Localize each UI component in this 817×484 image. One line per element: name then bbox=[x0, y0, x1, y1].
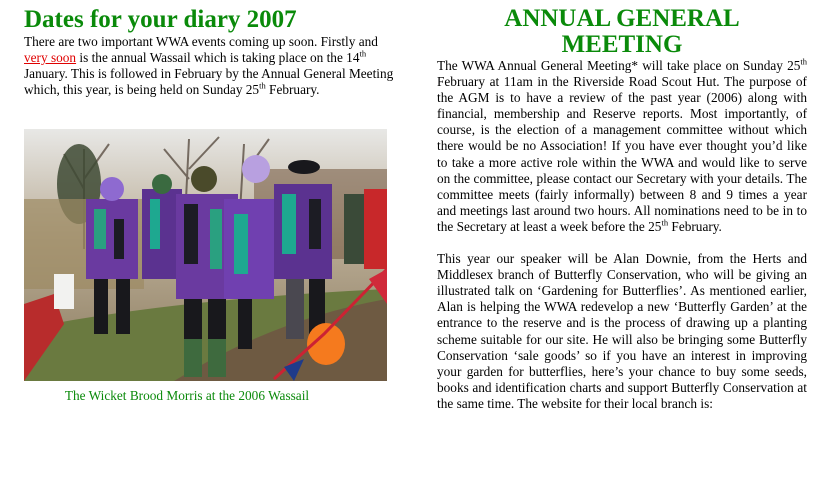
diary-title: Dates for your diary 2007 bbox=[24, 6, 297, 33]
intro-text: is the annual Wassail which is taking place on the 14 bbox=[76, 50, 360, 66]
agm-title-line2: MEETING bbox=[561, 31, 683, 58]
agm-title-line1: ANNUAL GENERAL bbox=[504, 5, 740, 32]
agm-text: The WWA Annual General Meeting* will take place on Sunday 25 bbox=[437, 58, 801, 73]
ordinal-suffix: th bbox=[661, 217, 669, 228]
intro-text: February. bbox=[265, 82, 320, 98]
intro-text: January. This is followed in February by the Annual General Meeting which, this year, is being held on Sunday 25 bbox=[24, 66, 394, 98]
intro-text: There are two important WWA events coming up soon. Firstly and bbox=[24, 34, 378, 49]
morris-dancers-photo-illustration bbox=[24, 129, 387, 381]
agm-paragraph-1 bbox=[437, 58, 807, 235]
diary-intro bbox=[24, 34, 394, 98]
ordinal-suffix: th bbox=[259, 80, 266, 91]
photo-caption: The Wicket Brood Morris at the 2006 Wassail bbox=[64, 388, 310, 403]
agm-title bbox=[437, 0, 807, 58]
agm-section bbox=[437, 0, 807, 412]
wassail-photo bbox=[24, 129, 387, 381]
agm-text: February at 11am in the Riverside Road Scout Hut. The purpose of the AGM is to have a review of the past year (2006) along with financial, membership and Reserve reports. Most importantly, of course, is the election of a management committee without which there would be no Association! If you have ever thought you’d like to take a more active role within the WWA and would like to serve on the committee, please contact our Secretary with your details. The committee meets (fairly informally) between 8 and 9 times a year and meetings last around two hours. All nominations need to be in to the Secretary at least a week before the 25 bbox=[437, 74, 807, 234]
agm-text: February. bbox=[668, 218, 722, 234]
ordinal-suffix: th bbox=[359, 48, 367, 59]
ordinal-suffix: th bbox=[800, 56, 807, 67]
very-soon-link[interactable]: very soon bbox=[24, 50, 77, 66]
diary-section bbox=[24, 0, 394, 98]
agm-paragraph-2: This year our speaker will be Alan Downie, from the Herts and Middlesex branch of Butterfly Conservation, who will be giving an illustrated talk on ‘Gardening for Butterflies’. As mentioned earlier, Alan is helping the WWA redevelop a new ‘Butterfly Garden’ at the entrance to the reserve and is the process of drawing up a planting scheme suitable for our site. He will also be bringing some Butterfly Conservation ‘sale goods’ so if you have an interest in improving your garden for butterflies, here’s your chance to buy some seeds, books and identification charts and support Butterfly Conservation at the same time. The website for their local branch is: bbox=[437, 251, 807, 411]
